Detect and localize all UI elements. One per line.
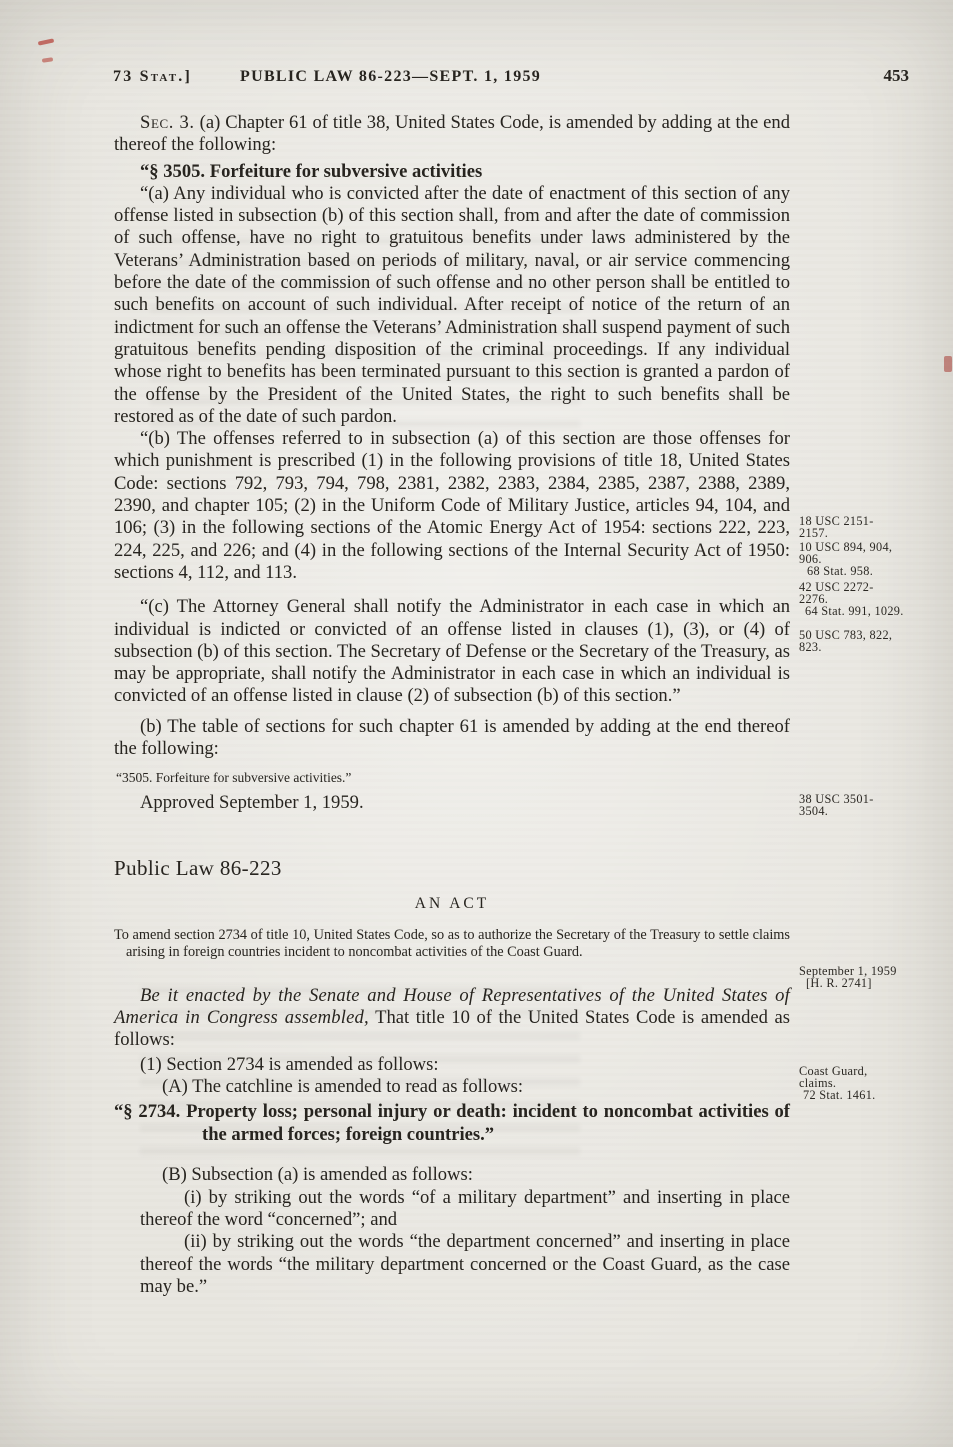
margin-note-subject: Coast Guard, claims. xyxy=(799,1064,868,1090)
margin-note-18usc: 18 USC 2151-2157. xyxy=(799,514,874,540)
sec3-intro-text: (a) Chapter 61 of title 38, United States Code, is amended by adding at the end thereof the following: xyxy=(114,112,790,156)
enacting-clause-italic: Be it enacted by the Senate and House of Representatives of the United States of America in Congress assembled, xyxy=(114,984,790,1029)
amendment-item-A: (A) The catchline is amended to read as follows: xyxy=(162,1075,524,1097)
margin-note-42usc: 42 USC 2272-2276. xyxy=(799,580,874,606)
margin-note-law-date xyxy=(799,966,911,990)
an-act-heading: AN ACT xyxy=(414,894,490,912)
margin-note-50usc: 50 USC 783, 822, 823. xyxy=(799,628,893,654)
red-pencil-mark-icon xyxy=(944,356,952,372)
enacting-clause-roman: That title 10 of the United States Code is amended as follows: xyxy=(114,1007,790,1051)
main-text-column xyxy=(114,112,790,1298)
public-law-heading: Public Law 86-223 xyxy=(114,855,282,880)
volume-citation: 73 Stat.] xyxy=(113,68,193,85)
sec2734-catchline: “§ 2734. Property loss; personal injury or death: incident to noncombat activities of the armed forces; foreign countries.” xyxy=(114,1101,790,1145)
margin-note-38usc: 38 USC 3501-3504. xyxy=(799,792,874,818)
act-long-title: To amend section 2734 of title 10, United States Code, so as to authorize the Secretary of the Treasury to settle claims arising in foreign countries incident to noncombat activities of the Coast Guard. xyxy=(114,927,790,960)
margin-note-72stat: 72 Stat. 1461. xyxy=(803,1088,876,1102)
sec3505-heading: “§ 3505. Forfeiture for subversive activities xyxy=(140,160,483,182)
amendment-item-ii: (ii) by striking out the words “the department concerned” and inserting in place thereof the words “the military department concerned or the Coast Guard, as the case may be.” xyxy=(140,1231,790,1297)
enacting-clause xyxy=(114,985,790,1052)
margin-note-64stat: 64 Stat. 991, 1029. xyxy=(805,604,904,618)
sec3505-subsection-a: “(a) Any individual who is convicted after the date of enactment of this section of any offense listed in subsection (b) of this section shall, from and after the date of commission of such offense, have no right to gratuitous benefits under laws administered by the Veterans’ Administration based on periods of military, naval, or air service commencing before the date of the commission of such offense and no other person shall be entitled to such benefits on account of such individual. After receipt of notice of the return of an indictment for such an offense the Veterans’ Administration shall suspend payment of such gratuitous benefits pending disposition of the criminal proceedings. If any individual whose right to benefits has been terminated pursuant to this section is granted a pardon of the offense by the President of the United States, the right to such benefits shall be restored as of the date of such pardon. xyxy=(114,182,790,427)
red-pencil-mark-icon xyxy=(42,57,53,62)
sec3505-subsection-c: “(c) The Attorney General shall notify the Administrator in each case in which an individual is indicted or convicted of an offense listed in clauses (1), (3), or (4) of subsection (b) of this section. The Secretary of Defense or the Secretary of the Treasury, as may be appropriate, shall notify the Administrator in each case in which an individual is convicted of an offense listed in clause (2) of subsection (b) of this section.” xyxy=(114,596,790,707)
table-of-sections-entry: “3505. Forfeiture for subversive activities.” xyxy=(116,770,352,786)
sec3-subsection-b-table: (b) The table of sections for such chapter 61 is amended by adding at the end thereof the following: xyxy=(114,715,790,760)
amendment-item-B: (B) Subsection (a) is amended as follows: xyxy=(162,1164,473,1186)
page-header xyxy=(113,66,909,86)
margin-note-10usc: 10 USC 894, 904, 906. xyxy=(799,540,893,566)
margin-note-68stat: 68 Stat. 958. xyxy=(807,564,874,578)
bill-number: [H. R. 2741] xyxy=(806,975,872,990)
amendment-item-i: (i) by striking out the words “of a military department” and inserting in place thereof the word “concerned”; and xyxy=(140,1186,790,1231)
red-pencil-mark-icon xyxy=(38,38,54,45)
section-number-label: Sec. 3. xyxy=(140,112,195,133)
page-number: 453 xyxy=(883,66,909,85)
amendment-item-1: (1) Section 2734 is amended as follows: xyxy=(140,1053,439,1075)
approval-line: Approved September 1, 1959. xyxy=(140,792,364,814)
law-date: September 1, 1959 xyxy=(799,964,897,978)
running-head-title: PUBLIC LAW 86-223—SEPT. 1, 1959 xyxy=(240,68,542,85)
sec3-intro-paragraph xyxy=(114,112,790,157)
sec3505-subsection-b: “(b) The offenses referred to in subsection (a) of this section are those offenses for which punishment is prescribed (1) in the following provisions of title 18, United States Code: sections 792, 793, 794, 798, 2381, 2382, 2383, 2384, 2385, 2387, 2388, 2389, 2390, and chapter 105; (2) in the Uniform Code of Military Justice, articles 94, 104, and 106; (3) in the following sections of the Atomic Energy Act of 1954: sections 222, 223, 224, 225, and 226; and (4) in the following sections of the Internal Security Act of 1950: sections 4, 112, and 113. xyxy=(114,428,790,583)
